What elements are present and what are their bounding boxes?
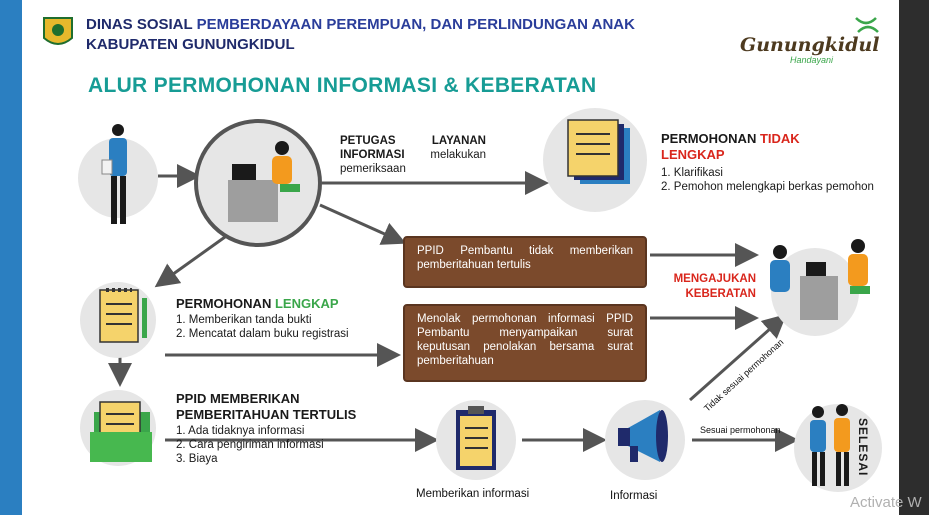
arrow-petugas-to-tidak-memberikan [320,205,398,240]
list-item: 3. Biaya [176,453,218,465]
petugas-text [340,134,486,176]
lengkap-accent: LENGKAP [274,296,339,311]
activate-watermark: Activate W [850,494,922,511]
tidak-lengkap-list [661,166,879,194]
list-item: 2. Pemohon melengkapi berkas pemohon [661,181,874,193]
list-item: 2. Mencatat dalam buku registrasi [176,328,349,340]
ppid-title-line1: PPID MEMBERIKAN [176,391,300,406]
gunungkidul-logo-icon [856,18,878,32]
tidak-lengkap-accent: TIDAK LENGKAP [661,131,800,162]
logo-text: Gunungkidul [740,34,880,56]
label-informasi: Informasi [610,490,658,502]
informasi-circle [605,400,685,480]
list-item: 2. Cara pengiriman informasi [176,439,324,451]
header-prefix: DINAS SOSIAL [86,16,193,33]
selesai-label: SELESAI [856,418,870,477]
label-memberikan-informasi: Memberikan informasi [416,488,530,500]
pemohon-label: PEMOHON INFORMASI [50,129,70,181]
header-rest: PEMBERDAYAAN PEREMPUAN, DAN PERLINDUNGAN ANAK [196,16,635,33]
ppid-folder-circle [80,390,156,466]
keberatan-circle [770,239,870,336]
page-title: ALUR PERMOHONAN INFORMASI & KEBERATAN [88,74,597,97]
header-line2: KABUPATEN GUNUNGKIDUL [86,36,295,53]
tidak-lengkap-circle [543,108,647,212]
lengkap-circle [80,282,156,358]
lengkap-title [176,296,339,312]
tidak-lengkap-title [661,131,841,163]
keberatan-line2: KEBERATAN [685,288,756,300]
label-sesuai: Sesuai permohonan [700,425,781,435]
documents-icon [568,120,630,184]
petugas-normal: melakukan pemeriksaan [340,149,486,175]
tidak-lengkap-prefix: PERMOHONAN [661,131,760,146]
lengkap-list [176,313,392,341]
arrow-petugas-to-lengkap [162,232,232,282]
box-menolak: Menolak permohonan informasi PPID Pembantu menyampaikan surat keputusan penolakan bersama surat pemberitahuan [403,304,647,382]
keberatan-line1: MENGAJUKAN [673,273,756,285]
memberikan-circle [436,400,516,480]
box-tidak-memberikan: PPID Pembantu tidak memberikan pemberitahuan tertulis [403,236,647,288]
petugas-circle [196,121,320,245]
ppid-title-line2: PEMBERITAHUAN TERTULIS [176,407,357,422]
header-line1 [86,16,635,33]
petugas-bold: PETUGAS LAYANAN INFORMASI [340,135,486,161]
pemohon-circle [78,124,158,224]
ppid-tertulis-title [176,391,356,423]
label-tidak-sesuai: Tidak sesuai permohonan [702,336,786,414]
crest-icon [44,18,72,44]
lengkap-prefix: PERMOHONAN [176,296,275,311]
mengajukan-keberatan [660,272,756,302]
list-item: 1. Klarifikasi [661,167,723,179]
logo-subtext: Handayani [790,55,834,65]
list-item: 1. Memberikan tanda bukti [176,314,312,326]
clipboard-icon [456,406,496,470]
list-item: 1. Ada tidaknya informasi [176,425,305,437]
ppid-tertulis-list [176,424,376,466]
